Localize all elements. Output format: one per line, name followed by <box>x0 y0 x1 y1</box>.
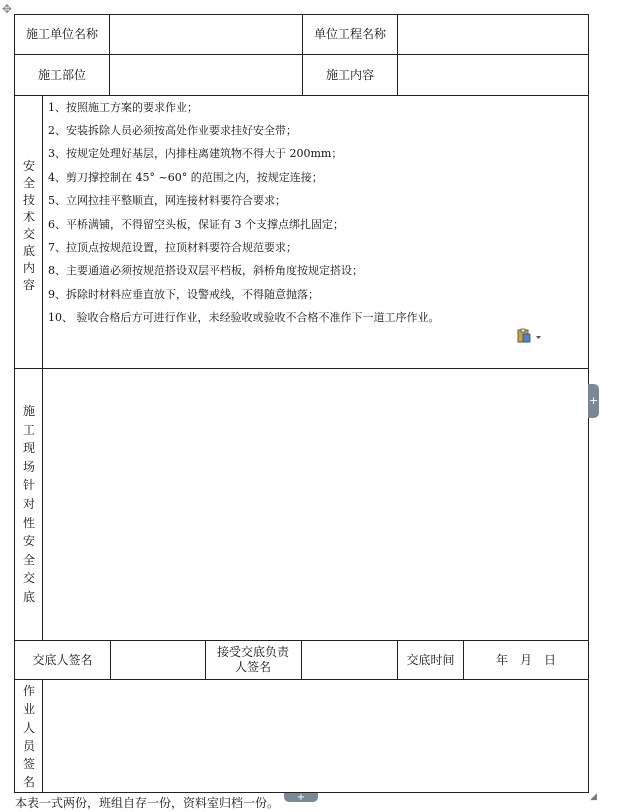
disclosure-date[interactable]: 年 月 日 <box>495 653 556 667</box>
unit-name-label: 施工单位名称 <box>25 27 98 41</box>
safety-label: 安全技术交底内容 <box>22 159 35 292</box>
safety-item[interactable]: 5、立网拉挂平整顺直，网连接材料要符合要求； <box>48 194 286 207</box>
add-row-icon[interactable]: + <box>284 793 318 802</box>
row-divider <box>14 679 589 680</box>
table-border-left <box>14 14 15 793</box>
time-label: 交底时间 <box>406 653 455 667</box>
project-name-value[interactable] <box>402 27 584 41</box>
site-safety-label: 施工现场针对性安全交底 <box>22 404 35 604</box>
site-safety-value[interactable] <box>48 375 583 635</box>
row-divider <box>14 368 589 369</box>
safety-item[interactable]: 6、平桥满铺，不得留空头板，保证有 3 个支撑点绑扎固定； <box>48 218 344 231</box>
receiver-label: 接受交底负责人签名 <box>216 645 289 674</box>
col-divider <box>110 640 111 679</box>
workers-signature-area[interactable] <box>48 685 583 787</box>
col-divider <box>205 640 206 679</box>
move-handle-icon[interactable]: ✥ <box>2 2 13 16</box>
safety-item[interactable]: 1、按照施工方案的要求作业； <box>48 101 198 114</box>
safety-item[interactable]: 7、拉顶点按规范设置，拉顶材料要符合规范要求； <box>48 241 297 254</box>
receiver-signature[interactable] <box>306 653 394 667</box>
safety-item[interactable]: 3、按规定处理好基层，内排柱离建筑物不得大于 200mm； <box>48 147 343 160</box>
footer-note: 本表一式两份，班组自存一份，资料室归档一份。 <box>15 796 280 810</box>
discloser-label: 交底人签名 <box>32 653 93 667</box>
col-divider <box>301 640 302 679</box>
col-divider <box>109 14 110 95</box>
safety-item[interactable]: 2、安装拆除人员必须按高处作业要求挂好安全带； <box>48 124 297 137</box>
col-divider <box>397 14 398 95</box>
paste-options-icon[interactable] <box>517 328 543 344</box>
col-divider <box>42 679 43 792</box>
part-value[interactable] <box>114 68 298 82</box>
content-value[interactable] <box>402 68 584 82</box>
add-column-icon[interactable]: + <box>588 384 599 418</box>
resize-handle-icon[interactable]: ◢ <box>590 792 597 802</box>
safety-item[interactable]: 8、主要通道必须按规范搭设双层平档板，斜桥角度按规定搭设； <box>48 264 363 277</box>
safety-item[interactable]: 9、拆除时材料应垂直放下，设警戒线，不得随意抛落； <box>48 288 319 301</box>
safety-item[interactable]: 10、 验收合格后方可进行作业，未经验收或验收不合格不准作下一道工序作业。 <box>48 311 440 324</box>
workers-signature-label: 作业人员签名 <box>22 684 35 790</box>
part-label: 施工部位 <box>37 68 86 82</box>
col-divider <box>42 95 43 640</box>
row-divider <box>14 95 589 96</box>
unit-name-value[interactable] <box>114 27 298 41</box>
safety-item[interactable]: 4、剪刀撑控制在 45° ~60° 的范围之内，按规定连接； <box>48 171 323 184</box>
project-name-label: 单位工程名称 <box>313 27 386 41</box>
content-label: 施工内容 <box>325 68 374 82</box>
discloser-signature[interactable] <box>114 653 202 667</box>
